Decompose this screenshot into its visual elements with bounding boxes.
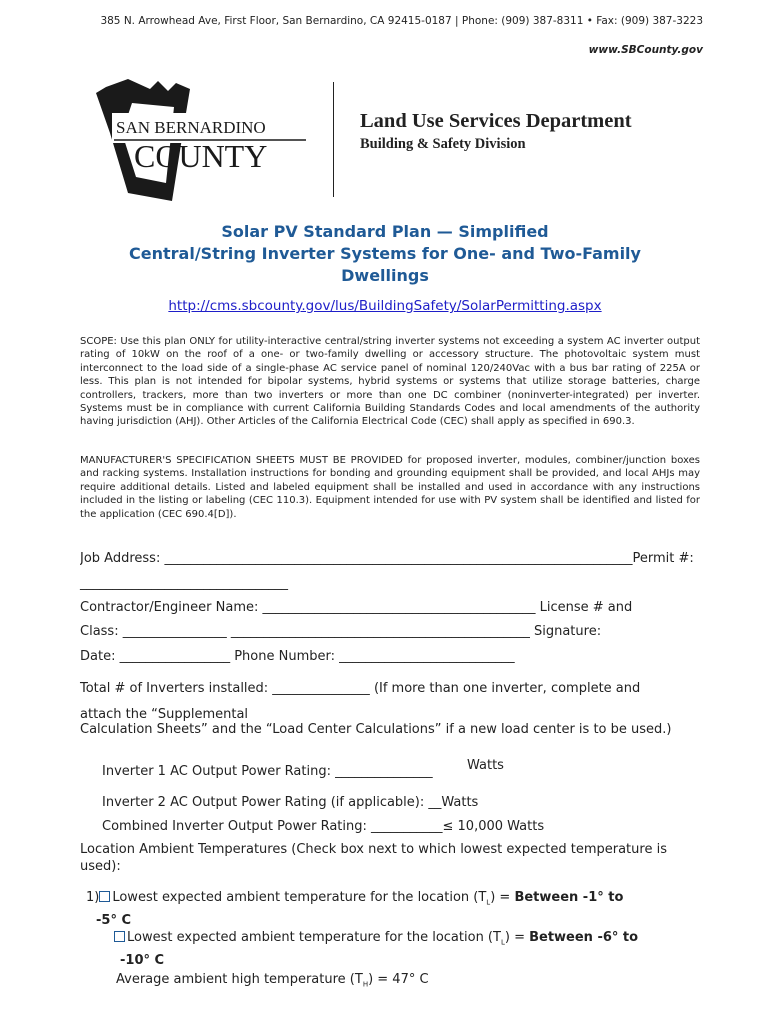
option1-value-a: Between -1° to xyxy=(514,890,624,905)
class-signature-field[interactable]: Class: ________________ ______________________________________________ Signature: xyxy=(80,624,602,639)
logo-line1: SAN BERNARDINO xyxy=(116,118,266,137)
solar-permitting-link[interactable]: http://cms.sbcounty.gov/lus/BuildingSafety/SolarPermitting.aspx xyxy=(168,298,602,314)
header-divider xyxy=(333,82,334,197)
temp-option-2 xyxy=(114,929,694,970)
option2-eq: ) = xyxy=(504,930,530,945)
avg-high-temp xyxy=(116,970,616,995)
option2-checkbox[interactable] xyxy=(114,931,125,942)
avg-text: Average ambient high temperature (T xyxy=(116,972,363,987)
job-address-field[interactable]: Job Address: ________________________________________________________________________Permit #: xyxy=(80,551,694,566)
date-phone-field[interactable]: Date: _________________ Phone Number: ___________________________ xyxy=(80,649,515,664)
option1-eq: ) = xyxy=(490,890,515,905)
combined-rating-field[interactable]: Combined Inverter Output Power Rating: ___________≤ 10,000 Watts xyxy=(102,819,545,834)
contractor-field[interactable]: Contractor/Engineer Name: __________________________________________ License # and xyxy=(80,600,633,615)
option2-value-b: -10° C xyxy=(120,952,165,968)
supplemental-line2: Calculation Sheets” and the “Load Center Calculations” if a new load center is to be used.) xyxy=(80,722,672,737)
avg-value: ) = 47° C xyxy=(368,972,429,987)
document-title xyxy=(90,221,680,287)
avg-sub: H xyxy=(362,980,369,989)
county-logo xyxy=(88,73,313,208)
title-line2: Central/String Inverter Systems for One- and Two-Family xyxy=(129,244,641,263)
inverter1-rating-field[interactable]: Inverter 1 AC Output Power Rating: _______________ xyxy=(102,764,433,779)
permit-number-field[interactable]: ________________________________ xyxy=(80,576,288,591)
option1-number: 1) xyxy=(86,890,100,905)
manufacturer-paragraph: MANUFACTURER'S SPECIFICATION SHEETS MUST BE PROVIDED for proposed inverter, modules, combiner/junction boxes and racking systems. Installation instructions for bonding and grounding equipment shall be provided, and local AHJs may require additional details. Listed and labeled equipment shall be installed and used in accordance with any instructions included in the listing or labeling (CEC 110.3). Equipment intended for use with PV system shall be identified and listed for the application (CEC 690.4[D]). xyxy=(80,455,700,520)
scope-paragraph: SCOPE: Use this plan ONLY for utility-interactive central/string inverter systems not exceeding a system AC inverter output rating of 10kW on the roof of a one- or two-family dwelling or accessory structure. The photovoltaic system must interconnect to the load side of a single-phase AC service panel of nominal 120/240Vac with a bus bar rating of 225A or less. This plan is not intended for bipolar systems, hybrid systems or systems that utilize storage batteries, charge controllers, trackers, more than two inverters or more than one DC combiner (noninverter-integrated) per inverter. Systems must be in compliance with current California Building Standards Codes and local amendments of the authority having jurisdiction (AHJ). Other Articles of the California Electrical Code (CEC) shall apply as specified in 690.3. xyxy=(80,336,700,428)
temp-option-1 xyxy=(86,889,686,930)
logo-line2: COUNTY xyxy=(134,138,268,174)
inverter2-rating-field[interactable]: Inverter 2 AC Output Power Rating (if applicable): __Watts xyxy=(102,795,479,810)
option2-sub: L xyxy=(500,938,505,947)
division-name: Building & Safety Division xyxy=(360,136,526,152)
option1-checkbox[interactable] xyxy=(99,891,110,902)
option2-text: Lowest expected ambient temperature for the location (T xyxy=(127,930,501,945)
option1-text: Lowest expected ambient temperature for the location (T xyxy=(112,890,487,905)
inverter1-unit: Watts xyxy=(467,758,504,773)
option2-value-a: Between -6° to xyxy=(529,930,639,945)
header-address: 385 N. Arrowhead Ave, First Floor, San Bernardino, CA 92415-0187 | Phone: (909) 387-8311 • Fax: (909) 387-3223 xyxy=(100,15,703,27)
inverter-count-field[interactable]: Total # of Inverters installed: _______________ (If more than one inverter, complete and xyxy=(80,681,641,696)
option1-sub: L xyxy=(486,898,491,907)
location-temp-label: Location Ambient Temperatures (Check box next to which lowest expected temperature is used): xyxy=(80,842,667,874)
website-link[interactable]: www.SBCounty.gov xyxy=(588,44,703,56)
supplemental-line1: attach the “Supplemental xyxy=(80,707,249,722)
title-line3: Dwellings xyxy=(341,266,429,285)
department-name: Land Use Services Department xyxy=(360,110,632,132)
option1-value-b: -5° C xyxy=(96,912,132,928)
title-line1: Solar PV Standard Plan — Simplified xyxy=(221,222,549,241)
